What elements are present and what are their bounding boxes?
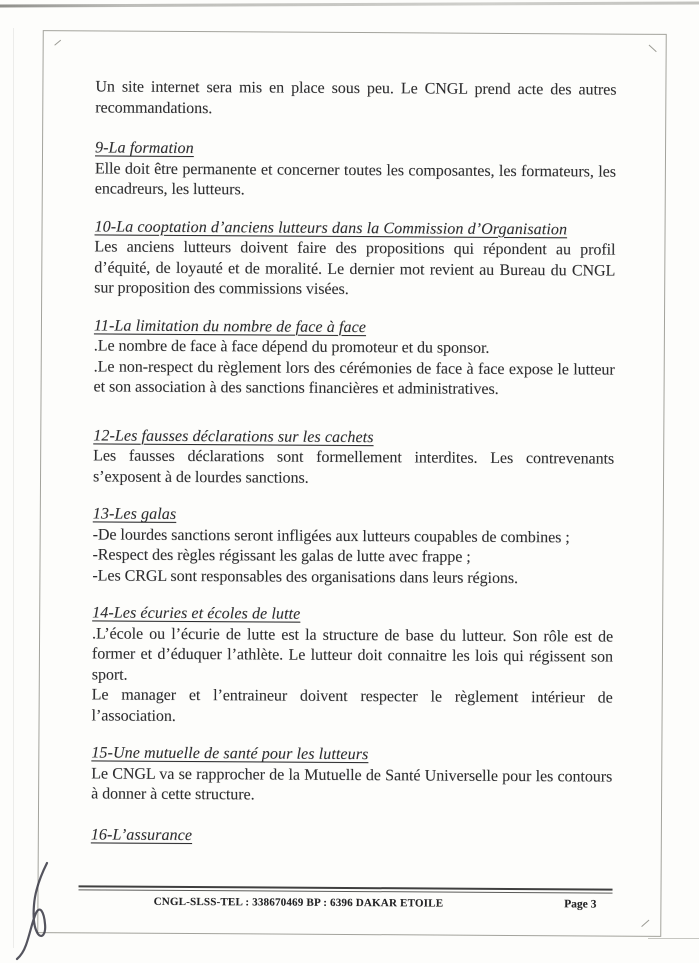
paragraph: .L’école ou l’écurie de lutte est la structure de base du lutteur. Son rôle est de former et d’éduquer l’athlète. Le lutteur doit connaitre les lois qui régissent son sport. <box>91 624 614 684</box>
section-13 <box>92 504 613 589</box>
section-15 <box>91 743 612 808</box>
section-11 <box>94 316 615 401</box>
scan-top-edge <box>0 1 699 7</box>
section-heading: 15-Une mutuelle de santé pour les lutteurs <box>91 744 369 764</box>
paragraph: Un site internet sera mis en place sous peu. Le CNGL prend acte des autres recommandations. <box>95 78 617 117</box>
footer-rule <box>79 885 613 893</box>
corner-mark-top-right <box>649 45 657 52</box>
document-sections <box>91 77 617 848</box>
paragraph: .Le nombre de face à face dépend du promoteur et du sponsor. <box>93 337 490 357</box>
paragraph: Les anciens lutteurs doivent faire des propositions qui répondent au profil d’équité, de loyauté et de moralité. Le dernier mot revient au Bureau du CNGL sur proposition des commissions visées. <box>94 238 616 298</box>
paragraph: Elle doit être permanente et concerner toutes les composantes, les formateurs, les encadreurs, les lutteurs. <box>94 159 616 199</box>
paragraph: -Les CRGL sont responsables des organisations dans leurs régions. <box>92 566 519 587</box>
paragraph: Les fausses déclarations sont formellement interdites. Les contrevenants s’exposent à de lourdes sanctions. <box>92 447 615 487</box>
corner-mark-top-left <box>54 40 61 46</box>
paragraph: .Le non-respect du règlement lors des cérémonies de face à face expose le lutteur et son association à des sanctions financières et administratives. <box>93 357 615 398</box>
section-12 <box>93 426 614 491</box>
scan-bottom-edge-line <box>648 938 699 939</box>
section-heading: 13-Les galas <box>92 505 177 523</box>
section-heading: 10-La cooptation d’anciens lutteurs dans la Commission d’Organisation <box>94 217 568 238</box>
section-heading: 16-L’assurance <box>90 825 193 844</box>
page-frame <box>37 30 667 937</box>
footer-page-number: Page 3 <box>564 898 597 911</box>
page-footer <box>78 895 612 914</box>
section-14 <box>92 603 614 729</box>
paragraph: -Respect des règles régissant les galas de lutte avec frappe ; <box>92 546 471 566</box>
corner-mark-bottom-right <box>641 920 649 927</box>
section-intro <box>95 77 616 121</box>
section-heading: 11-La limitation du nombre de face à face <box>93 316 367 336</box>
section-9 <box>95 138 616 203</box>
section-10 <box>94 217 615 302</box>
section-heading: 9-La formation <box>94 139 194 158</box>
paragraph: Le CNGL va se rapprocher de la Mutuelle de Santé Universelle pour les contours à donner à cette structure. <box>91 764 613 804</box>
paragraph: Le manager et l’entraineur doivent respecter le règlement intérieur de l’association. <box>91 686 613 725</box>
scan-left-paper-edge <box>13 28 14 948</box>
footer-contact-text: CNGL-SLSS-TEL : 338670469 BP : 6396 DAKAR ETOILE <box>153 895 444 910</box>
section-heading: 12-Les fausses déclarations sur les cachets <box>93 426 374 446</box>
signature-icon <box>14 858 62 962</box>
section-heading: 14-Les écuries et écoles de lutte <box>92 604 301 623</box>
section-16 <box>91 825 612 849</box>
paragraph: -De lourdes sanctions seront infligées aux lutteurs coupables de combines ; <box>92 525 570 546</box>
